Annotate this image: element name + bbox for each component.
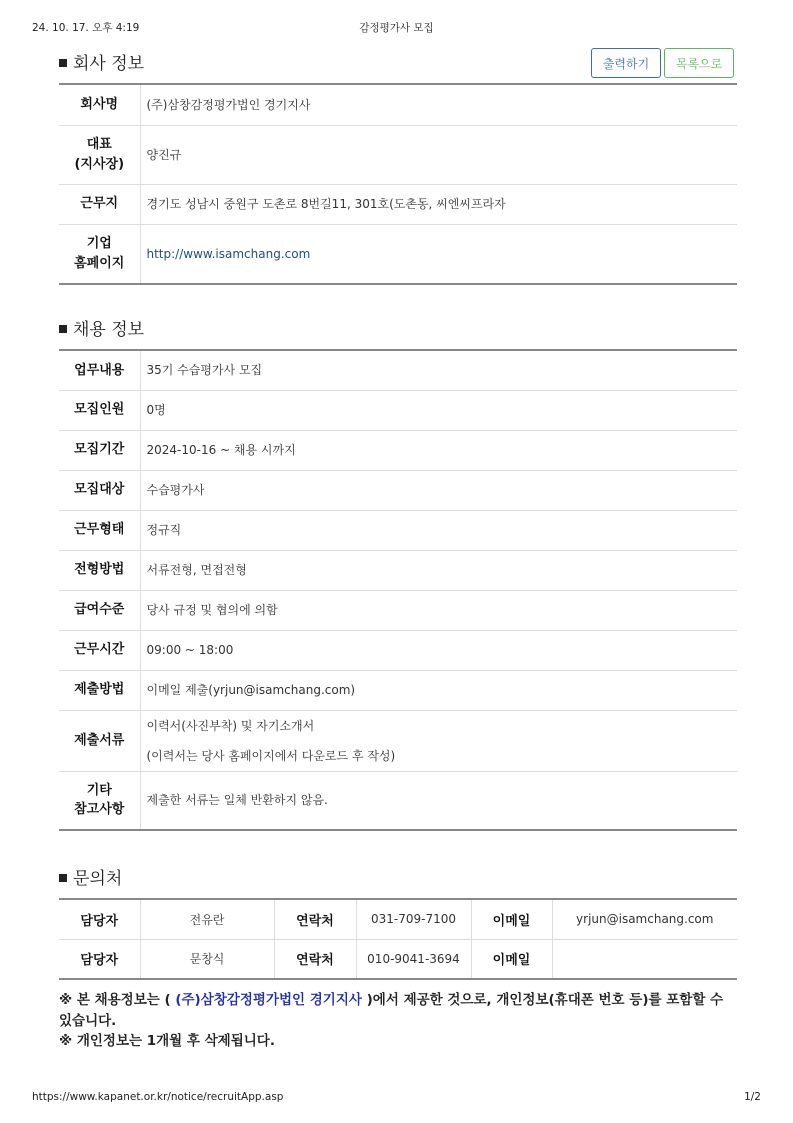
- table-row: [59, 939, 737, 979]
- email-label: 이메일: [471, 899, 552, 939]
- homepage-label-line2: 홈페이지: [74, 255, 125, 271]
- print-header: [32, 20, 761, 36]
- notice-suffix: )에서 제공한 것으로, 개인정보(휴대폰 번호 등)를 포함할 수 있습니다.: [59, 992, 724, 1029]
- contact-section-title: [59, 864, 122, 889]
- headcount-label: 모집인원: [59, 390, 140, 430]
- table-row: [59, 125, 737, 184]
- person-label: 담당자: [59, 899, 140, 939]
- table-row: [59, 710, 737, 771]
- recruit-section-label: 채용 정보: [73, 320, 145, 340]
- square-bullet-icon: [59, 325, 67, 333]
- location-label: 근무지: [59, 184, 140, 224]
- contact-section-label: 문의처: [73, 869, 123, 889]
- work-hours-value: 09:00 ~ 18:00: [140, 630, 737, 670]
- phone-label: 연락처: [274, 899, 356, 939]
- etc-label-line1: 기타: [86, 782, 112, 798]
- table-row: [59, 899, 737, 939]
- print-date: 24. 10. 17. 오후 4:19: [32, 22, 140, 34]
- submission-method-label: 제출방법: [59, 670, 140, 710]
- recruit-info-table: [59, 349, 737, 831]
- table-row: [59, 350, 737, 390]
- table-row: [59, 430, 737, 470]
- target-label: 모집대상: [59, 470, 140, 510]
- table-row: [59, 84, 737, 125]
- privacy-notice: [59, 990, 739, 1032]
- table-row: [59, 470, 737, 510]
- phone-value: 031-709-7100: [356, 899, 471, 939]
- table-row: [59, 550, 737, 590]
- salary-value: 당사 규정 및 협의에 의함: [140, 590, 737, 630]
- ceo-value: 양진규: [140, 125, 737, 184]
- etc-label: [59, 771, 140, 830]
- homepage-label: [59, 224, 140, 284]
- ceo-label-line1: 대표: [86, 137, 112, 152]
- person-label: 담당자: [59, 939, 140, 979]
- salary-label: 급여수준: [59, 590, 140, 630]
- company-name-label: 회사명: [59, 84, 140, 125]
- etc-label-line2: 참고사항: [74, 802, 125, 818]
- square-bullet-icon: [59, 874, 67, 882]
- email-value: [552, 939, 737, 979]
- target-value: 수습평가사: [140, 470, 737, 510]
- homepage-link[interactable]: http://www.isamchang.com: [146, 246, 311, 261]
- ceo-label: [59, 125, 140, 184]
- etc-value: 제출한 서류는 일체 반환하지 않음.: [146, 793, 328, 808]
- table-row: [59, 390, 737, 430]
- contact-table: [59, 898, 737, 980]
- recruit-section-title: [59, 315, 144, 340]
- table-row: [59, 590, 737, 630]
- homepage-label-line1: 기업: [86, 236, 112, 252]
- submission-method-value: 이메일 제출(yrjun@isamchang.com): [140, 670, 737, 710]
- print-button[interactable]: 출력하기: [591, 48, 661, 78]
- table-row: [59, 510, 737, 550]
- square-bullet-icon: [59, 59, 67, 67]
- homepage-cell: [140, 224, 737, 284]
- headcount-value: 0명: [140, 390, 737, 430]
- table-row: [59, 670, 737, 710]
- person-value: 문창식: [140, 939, 274, 979]
- employment-type-label: 근무형태: [59, 510, 140, 550]
- table-row: [59, 771, 737, 830]
- location-value: 경기도 성남시 중원구 도촌로 8번길11, 301호(도촌동, 씨엔씨프라자: [140, 184, 737, 224]
- deletion-notice: ※ 개인정보는 1개월 후 삭제됩니다.: [59, 1033, 275, 1049]
- ceo-label-line2: (지사장): [74, 156, 125, 172]
- email-value: yrjun@isamchang.com: [552, 899, 737, 939]
- period-value: 2024-10-16 ~ 채용 시까지: [140, 430, 737, 470]
- documents-line2: (이력서는 당사 홈페이지에서 다운로드 후 작성): [146, 748, 396, 763]
- table-row: [59, 630, 737, 670]
- phone-value: 010-9041-3694: [356, 939, 471, 979]
- duty-value: 35기 수습평가사 모집: [140, 350, 737, 390]
- phone-label: 연락처: [274, 939, 356, 979]
- company-section-label: 회사 정보: [73, 54, 145, 74]
- email-label: 이메일: [471, 939, 552, 979]
- company-section-title: [59, 49, 144, 74]
- selection-method-label: 전형방법: [59, 550, 140, 590]
- period-label: 모집기간: [59, 430, 140, 470]
- list-button[interactable]: 목록으로: [664, 48, 734, 78]
- work-hours-label: 근무시간: [59, 630, 140, 670]
- company-name-value: (주)삼창감정평가법인 경기지사: [140, 84, 737, 125]
- documents-line1: 이력서(사진부착) 및 자기소개서: [146, 718, 315, 733]
- print-url: https://www.kapanet.or.kr/notice/recruitApp.asp: [32, 1091, 284, 1103]
- duty-label: 업무내용: [59, 350, 140, 390]
- documents-value: [140, 710, 737, 771]
- company-info-table: [59, 83, 737, 285]
- table-row: [59, 224, 737, 284]
- notice-company: (주)삼창감정평가법인 경기지사: [175, 992, 362, 1008]
- page-number: 1/2: [744, 1091, 761, 1103]
- documents-label: 제출서류: [59, 710, 140, 771]
- notice-prefix: ※ 본 채용정보는 (: [59, 992, 176, 1008]
- print-footer: [32, 1091, 761, 1107]
- employment-type-value: 정규직: [140, 510, 737, 550]
- table-row: [59, 184, 737, 224]
- person-value: 전유란: [140, 899, 274, 939]
- selection-method-value: 서류전형, 면접전형: [140, 550, 737, 590]
- print-title: 감정평가사 모집: [359, 22, 434, 34]
